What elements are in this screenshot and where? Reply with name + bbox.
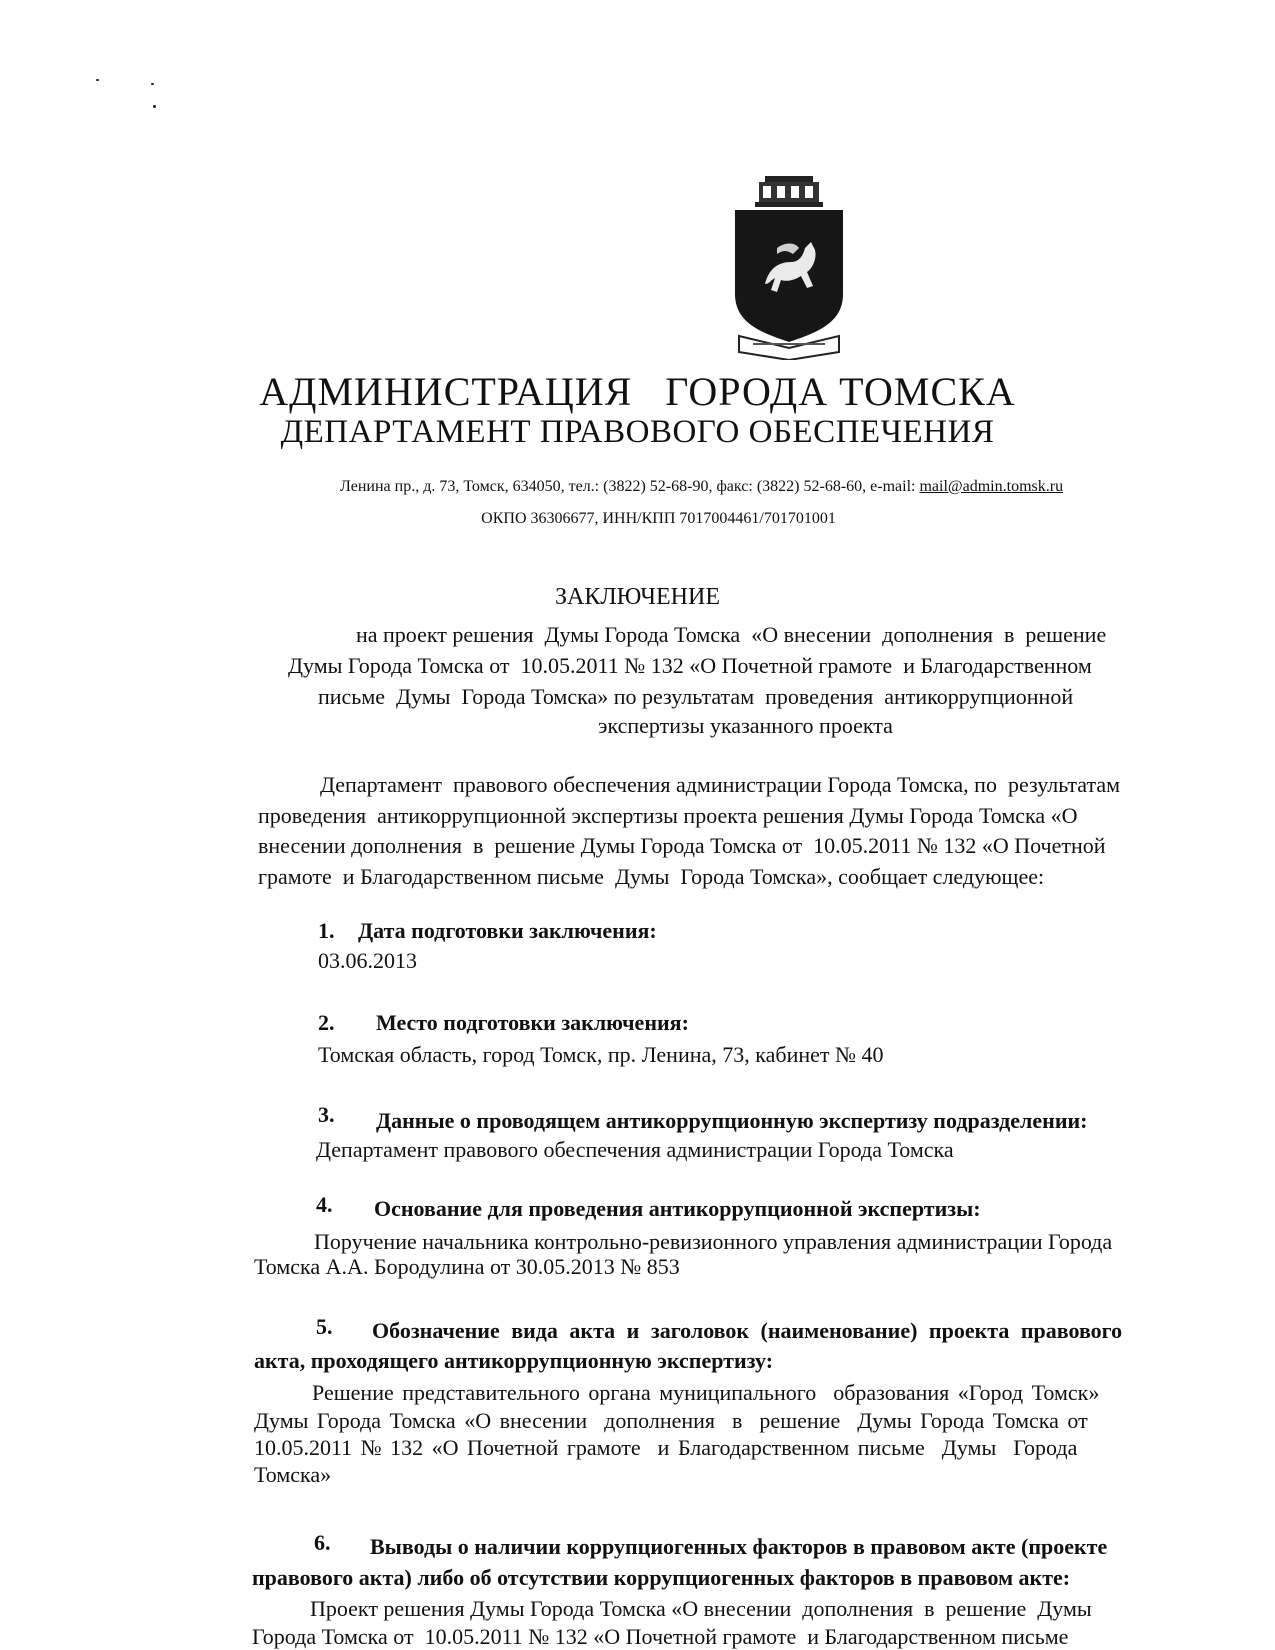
item-body: Департамент правового обеспечения администрации Города Томска xyxy=(316,1137,954,1162)
city-coat-of-arms-icon xyxy=(733,176,845,360)
item-number: 4. xyxy=(316,1192,333,1217)
intro-line: грамоте и Благодарственном письме Думы Города Томска», сообщает следующее: xyxy=(258,864,1045,889)
item-heading: акта, проходящего антикоррупционную экспертизу: xyxy=(254,1348,774,1373)
item-heading: Место подготовки заключения: xyxy=(376,1010,689,1035)
item-body: Проект решения Думы Города Томска «О внесении дополнения в решение Думы xyxy=(310,1596,1092,1621)
item-body: Города Томска от 10.05.2011 № 132 «О Почетной грамоте и Благодарственном письме xyxy=(252,1624,1069,1649)
registry-codes: ОКПО 36306677, ИНН/КПП 7017004461/701701001 xyxy=(481,510,836,527)
item-heading: Дата подготовки заключения: xyxy=(358,918,657,943)
item-body: 10.05.2011 № 132 «О Почетной грамоте и Благодарственном письме Думы Города xyxy=(254,1435,1078,1460)
item-number: 5. xyxy=(316,1314,333,1339)
item-body: 03.06.2013 xyxy=(318,948,417,973)
item-number: 1. xyxy=(318,918,335,943)
item-body: Думы Города Томска «О внесении дополнения в решение Думы Города Томска от xyxy=(254,1408,1088,1433)
intro-line: проведения антикоррупционной экспертизы проекта решения Думы Города Томска «О xyxy=(258,803,1078,828)
item-body: Решение представительного органа муниципального образования «Город Томск» xyxy=(312,1380,1100,1405)
document-title: ЗАКЛЮЧЕНИЕ xyxy=(555,584,720,610)
item-body: Томская область, город Томск, пр. Ленина, 73, кабинет № 40 xyxy=(318,1042,884,1067)
item-heading: правового акта) либо об отсутствии коррупциогенных факторов в правовом акте: xyxy=(252,1565,1071,1590)
subtitle-line: письме Думы Города Томска» по результатам проведения антикоррупционной xyxy=(318,684,1074,709)
item-heading: Основание для проведения антикоррупционной экспертизы: xyxy=(374,1196,981,1221)
address-text: Ленина пр., д. 73, Томск, 634050, тел.: (3822) 52-68-90, факс: (3822) 52-68-60, e-mail: xyxy=(340,478,920,495)
email-link[interactable]: mail@admin.tomsk.ru xyxy=(919,478,1064,495)
intro-line: Департамент правового обеспечения администрации Города Томска, по результатам xyxy=(320,772,1121,797)
organization-name: АДМИНИСТРАЦИЯ ГОРОДА ТОМСКА xyxy=(259,369,1016,414)
item-number: 3. xyxy=(318,1102,335,1127)
item-number: 2. xyxy=(318,1010,335,1035)
subtitle-line: на проект решения Думы Города Томска «О внесении дополнения в решение xyxy=(356,622,1107,647)
item-body: Томска» xyxy=(254,1462,332,1487)
item-heading: Данные о проводящем антикоррупционную экспертизу подразделении: xyxy=(376,1108,1088,1133)
department-name: ДЕПАРТАМЕНТ ПРАВОВОГО ОБЕСПЕЧЕНИЯ xyxy=(280,414,995,450)
item-heading: Обозначение вида акта и заголовок (наименование) проекта правового xyxy=(372,1318,1123,1343)
item-body: Поручение начальника контрольно-ревизионного управления администрации Города xyxy=(314,1229,1113,1254)
subtitle-line: Думы Города Томска от 10.05.2011 № 132 «О Почетной грамоте и Благодарственном xyxy=(288,653,1092,678)
item-heading: Выводы о наличии коррупциогенных факторов в правовом акте (проекте xyxy=(370,1534,1108,1559)
subtitle-line: экспертизы указанного проекта xyxy=(598,713,893,738)
item-number: 6. xyxy=(314,1530,331,1555)
item-body: Томска А.А. Бородулина от 30.05.2013 № 853 xyxy=(254,1254,680,1279)
contact-address xyxy=(340,478,1063,496)
intro-line: внесении дополнения в решение Думы Города Томска от 10.05.2011 № 132 «О Почетной xyxy=(258,833,1106,858)
